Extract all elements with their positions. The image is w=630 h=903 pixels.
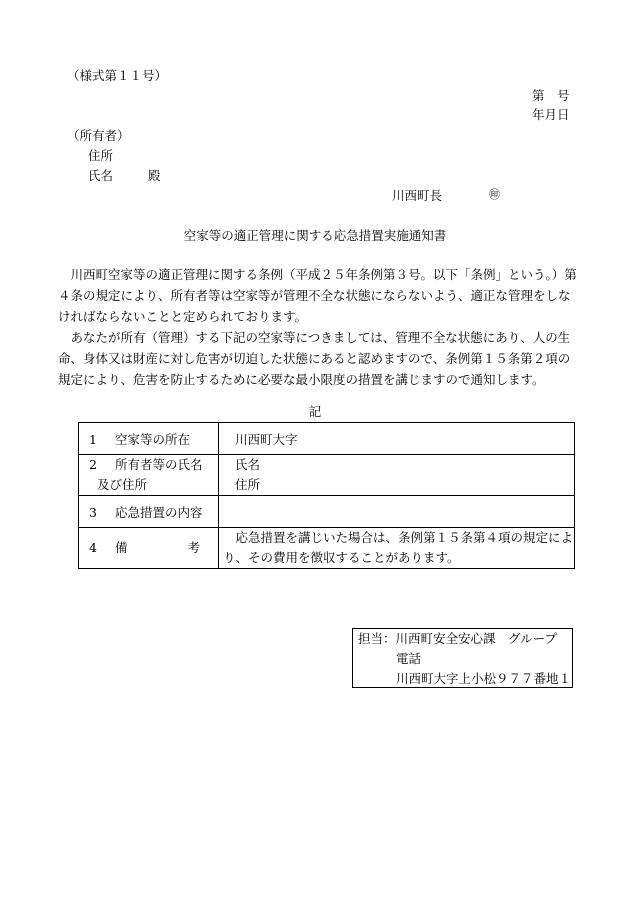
remarks-text: 応急措置を講じいた場合は、条例第１５条第４項の規定により、その費用を徴収することがあります。 bbox=[223, 530, 574, 565]
document-number: 第 号 bbox=[532, 88, 570, 103]
row-number: 1 bbox=[89, 431, 97, 447]
row-label bbox=[79, 455, 219, 496]
table-row bbox=[79, 528, 575, 569]
value-address: 住所 bbox=[235, 477, 261, 492]
row-label-text: 所有者等の氏名 bbox=[115, 457, 203, 472]
row-number: 3 bbox=[89, 504, 97, 520]
row-label-text-2: 及び住所 bbox=[97, 477, 148, 492]
body-text bbox=[58, 264, 578, 390]
row-label-text: 備 bbox=[115, 540, 128, 555]
row-value bbox=[219, 496, 575, 528]
seal-mark: ㊞ bbox=[489, 188, 500, 201]
row-number: 4 bbox=[89, 540, 97, 555]
sender-name: 川西町長 bbox=[392, 188, 443, 203]
table-row bbox=[79, 496, 575, 528]
details-table bbox=[78, 422, 575, 569]
recipient-address-label: 住所 bbox=[88, 148, 114, 163]
document-date: 年月日 bbox=[532, 107, 570, 122]
contact-address: 川西町大字上小松９７７番地１ bbox=[396, 671, 572, 686]
contact-phone: 電話 bbox=[396, 651, 422, 666]
recipient-honorific: 殿 bbox=[148, 168, 161, 183]
body-paragraph-2: あなたが所有（管理）する下記の空家等につきましては、管理不全な状態にあり、人の生命、身体又は財産に対し危害が切迫した状態にあると認めますので、条例第１５条第２項の規定により、危害を防止するために必要な最小限度の措置を講じますので通知します。 bbox=[58, 330, 571, 387]
recipient-name-label: 氏名 bbox=[88, 168, 114, 183]
row-value: 川西町大字 bbox=[219, 423, 575, 455]
value-name: 氏名 bbox=[235, 457, 261, 472]
form-number: （様式第１１号） bbox=[67, 68, 168, 83]
recipient-heading: （所有者） bbox=[67, 128, 130, 143]
table-row bbox=[79, 455, 575, 496]
body-paragraph-1: 川西町空家等の適正管理に関する条例（平成２５年条例第３号。以下「条例」という。）第４条の規定により、所有者等は空家等が管理不全な状態にならないよう、適正な管理をしなければならないことと定められております。 bbox=[58, 267, 577, 324]
row-value bbox=[219, 455, 575, 496]
row-label bbox=[79, 496, 219, 528]
row-label-text-2: 考 bbox=[187, 540, 200, 555]
row-number: 2 bbox=[89, 457, 97, 472]
row-value bbox=[219, 528, 575, 569]
table-row bbox=[79, 423, 575, 455]
row-label-text: 空家等の所在 bbox=[115, 431, 191, 447]
contact-box bbox=[352, 628, 573, 688]
row-label-text: 応急措置の内容 bbox=[115, 504, 203, 520]
row-label bbox=[79, 423, 219, 455]
ki-heading: 記 bbox=[308, 404, 322, 419]
contact-department: 担当：川西町安全安心課 グループ bbox=[358, 631, 558, 646]
row-label bbox=[79, 528, 219, 569]
document-title: 空家等の適正管理に関する応急措置実施通知書 bbox=[183, 228, 447, 243]
